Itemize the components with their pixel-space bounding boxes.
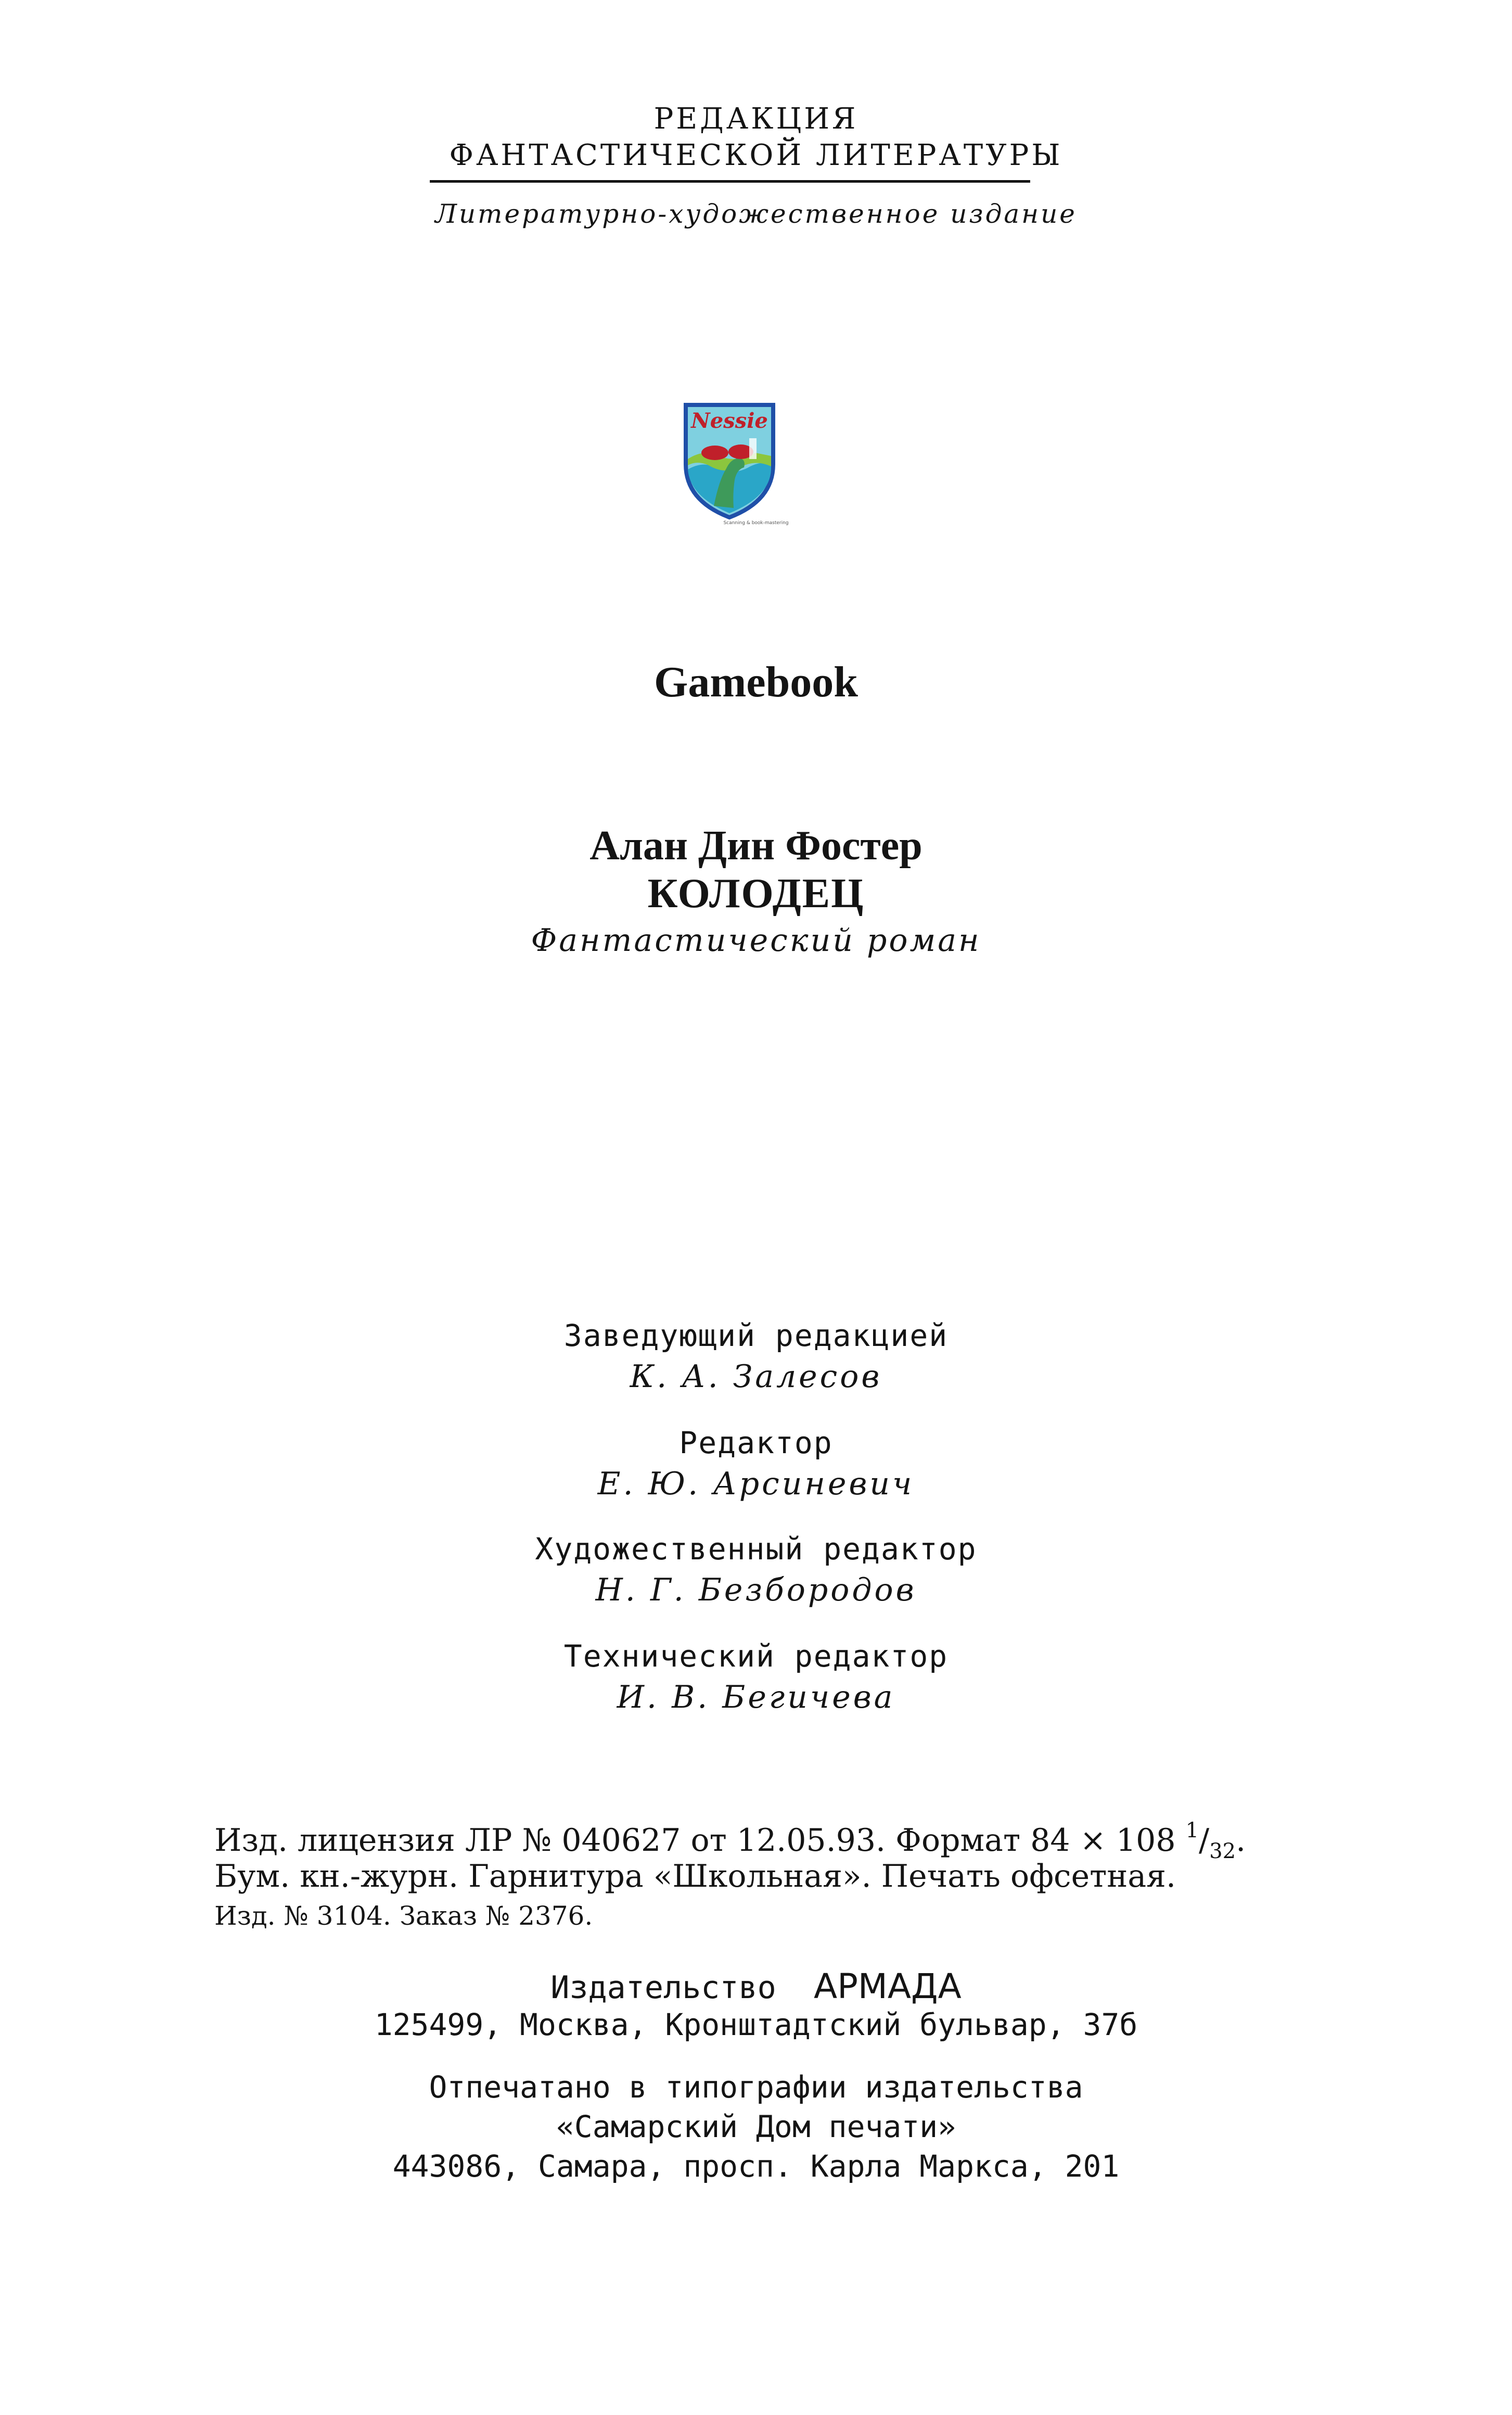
publication-license-line <box>214 1819 1246 1863</box>
edition-type: Литературно-художественное издание <box>435 199 1077 229</box>
format-slash: / <box>1199 1822 1210 1859</box>
staff-role-tech-editor: Технический редактор <box>563 1638 949 1674</box>
format-end: . <box>1236 1822 1246 1859</box>
publisher-brand: АРМАДА <box>813 1966 962 2006</box>
printer-line-1: Отпечатано в типографии издательства <box>429 2069 1083 2105</box>
printer-line-3: 443086, Самара, просп. Карла Маркса, 201 <box>392 2149 1120 2184</box>
staff-role-editor: Редактор <box>679 1425 833 1460</box>
editorial-office-line-1: РЕДАКЦИЯ <box>654 102 858 136</box>
publication-paper-line: Бум. кн.-журн. Гарнитура «Школьная». Печать офсетная. <box>214 1858 1176 1895</box>
book-title: КОЛОДЕЦ <box>647 871 865 917</box>
publisher-label: Издательство <box>550 1969 776 2006</box>
publication-order-line: Изд. № 3104. Заказ № 2376. <box>214 1901 593 1931</box>
format-denominator: 32 <box>1209 1839 1236 1863</box>
staff-name-tech-editor: И. В. Бегичева <box>617 1679 895 1715</box>
editorial-office-line-2: ФАНТАСТИЧЕСКОЙ ЛИТЕРАТУРЫ <box>449 138 1063 172</box>
header-divider <box>430 180 1030 183</box>
staff-role-art-editor: Художественный редактор <box>535 1531 977 1567</box>
printer-line-2: «Самарский Дом печати» <box>556 2109 956 2144</box>
book-genre: Фантастический роман <box>531 922 981 959</box>
staff-name-editor: Е. Ю. Арсиневич <box>597 1466 915 1502</box>
nessie-logo-icon <box>683 402 776 523</box>
logo-caption: Scanning & book-mastering <box>723 520 789 526</box>
nessie-shield-logo <box>683 402 776 523</box>
publisher-address: 125499, Москва, Кронштадтский бульвар, 37б <box>374 2007 1138 2042</box>
publication-license-text: Изд. лицензия ЛР № 040627 от 12.05.93. Формат 84 × 108 <box>214 1822 1186 1859</box>
svg-text:Nessie: Nessie <box>691 409 768 433</box>
staff-name-art-editor: Н. Г. Безбородов <box>595 1572 917 1608</box>
format-numerator: 1 <box>1185 1819 1199 1842</box>
book-author: Алан Дин Фостер <box>590 823 922 869</box>
series-name: Gamebook <box>654 658 858 706</box>
publisher-name-line <box>0 1966 1512 2006</box>
staff-role-chief: Заведующий редакцией <box>563 1318 949 1353</box>
staff-name-chief: К. А. Залесов <box>630 1358 882 1395</box>
